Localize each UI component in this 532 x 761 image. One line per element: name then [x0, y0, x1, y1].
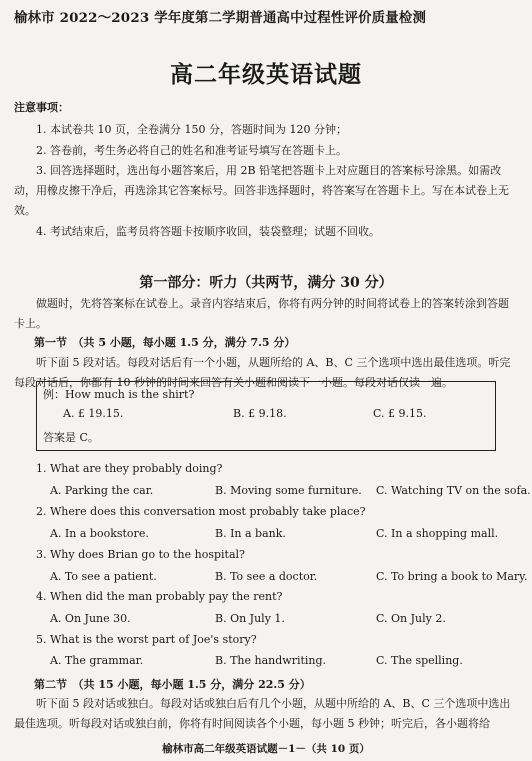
part1-heading: 第一部分：听力（共两节，满分 30 分） [139, 275, 393, 291]
q4-option-b: B. On July 1. [215, 612, 285, 625]
notice-item-1: 1. 本试卷共 10 页，全卷满分 150 分，答题时间为 120 分钟； [36, 123, 347, 136]
example-question: 例：How much is the shirt? [43, 388, 195, 401]
notice-item-2: 2. 答卷前，考生务必将自己的姓名和准考证号填写在答题卡上。 [36, 144, 347, 157]
example-option-b: B. £ 9.18. [233, 407, 287, 420]
q4-option-a: A. On June 30. [50, 612, 131, 625]
q2-option-b: B. In a bank. [215, 527, 286, 540]
example-answer: 答案是 C。 [43, 431, 99, 444]
example-box [36, 381, 496, 451]
question-1: 1. What are they probably doing? [36, 462, 223, 475]
exam-title: 高二年级英语试题 [170, 61, 362, 88]
q3-option-a: A. To see a patient. [50, 570, 157, 583]
q1-option-b: B. Moving some furniture. [215, 484, 362, 497]
q1-option-c: C. Watching TV on the sofa. [376, 484, 531, 497]
section1-heading: 第一节 （共 5 小题，每小题 1.5 分，满分 7.5 分） [34, 336, 296, 349]
notice-item-3: 3. 回答选择题时，选出每小题答案后，用 2B 铅笔把答题卡上对应题目的答案标号涂黑。如需改动，用橡皮擦干净后，再选涂其它答案标号。回答非选择题时，将答案写在答题卡上。写在本试卷上无效。 [14, 164, 509, 217]
part1-intro: 做题时，先将答案标在试卷上。录音内容结束后，你将有两分钟的时间将试卷上的答案转涂到答题卡上。 [14, 297, 509, 330]
q2-option-c: C. In a shopping mall. [376, 527, 499, 540]
q2-option-a: A. In a bookstore. [50, 527, 149, 540]
example-option-a: A. £ 19.15. [63, 407, 124, 420]
notice-heading: 注意事项： [14, 101, 69, 114]
notice-item-4: 4. 考试结束后，监考员将答题卡按顺序收回，装袋整理；试题不回收。 [36, 225, 380, 238]
exam-header: 榆林市 2022～2023 学年度第二学期普通高中过程性评价质量检测 [14, 10, 427, 26]
example-option-c: C. £ 9.15. [373, 407, 427, 420]
question-5: 5. What is the worst part of Joe's story? [36, 633, 257, 646]
q3-option-c: C. To bring a book to Mary. [376, 570, 528, 583]
q1-option-a: A. Parking the car. [50, 484, 154, 497]
q4-option-c: C. On July 2. [376, 612, 446, 625]
section2-instructions: 听下面 5 段对话或独白。每段对话或独白后有几个小题，从题中所给的 A、B、C 三个选项中选出最佳选项。听每段对话或独白前，你将有时间阅读各个小题，每小题 5 秒钟；听完后，各小题将给 [14, 697, 511, 730]
section2-heading: 第二节 （共 15 小题，每小题 1.5 分，满分 22.5 分） [34, 678, 311, 691]
question-3: 3. Why does Brian go to the hospital? [36, 548, 245, 561]
section1-instructions: 听下面 5 段对话。每段对话后有一个小题，从题所给的 A、B、C 三个选项中选出最佳选项。听完每段对话后，你都有 10 秒钟的时间来回答有关小题和阅读下一小题。每段对话仅读一遍。 [14, 356, 511, 389]
q5-option-b: B. The handwriting. [215, 654, 327, 667]
q5-option-a: A. The grammar. [50, 654, 144, 667]
question-4: 4. When did the man probably pay the rent? [36, 590, 283, 603]
q3-option-b: B. To see a doctor. [215, 570, 318, 583]
page-footer: 榆林市高二年级英语试题－1－（共 10 页） [162, 743, 370, 755]
q5-option-c: C. The spelling. [376, 654, 463, 667]
question-2: 2. Where does this conversation most probably take place? [36, 505, 366, 518]
